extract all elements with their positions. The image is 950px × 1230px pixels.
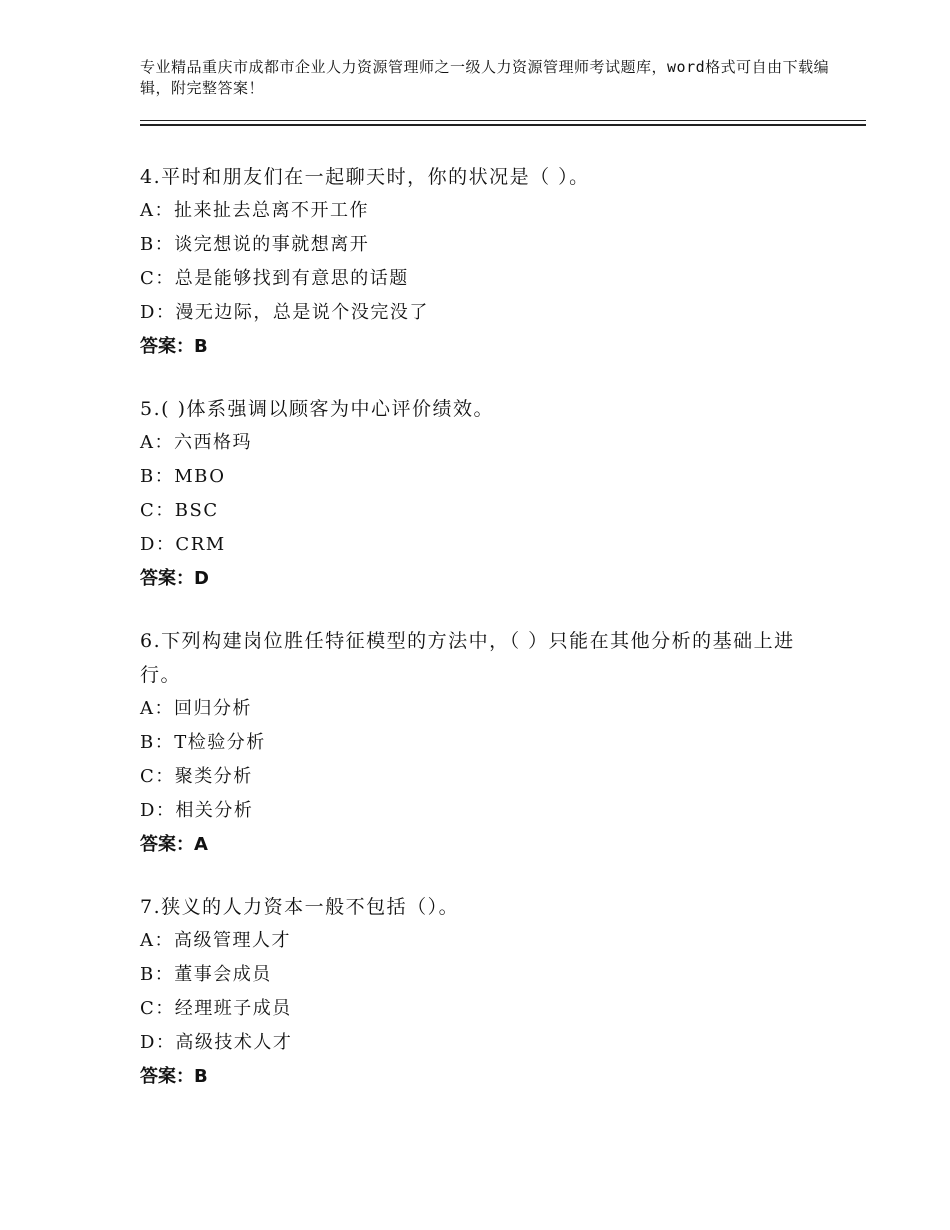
question-6 <box>140 624 830 862</box>
document-header <box>140 57 830 99</box>
option-d: D：漫无边际，总是说个没完没了 <box>140 302 429 323</box>
option-d: D：高级技术人才 <box>140 1032 293 1053</box>
answer-label: 答案：A <box>140 834 208 855</box>
option-a: A：扯来扯去总离不开工作 <box>140 200 369 221</box>
question-5 <box>140 392 830 596</box>
option-c: C：聚类分析 <box>140 766 253 787</box>
header-title: 专业精品重庆市成都市企业人力资源管理师之一级人力资源管理师考试题库，word格式可自由下载编辑，附完整答案！ <box>140 58 830 97</box>
option-b: B：谈完想说的事就想离开 <box>140 234 370 255</box>
header-divider-thin <box>140 120 866 121</box>
option-c: C：BSC <box>140 500 219 521</box>
option-b: B：董事会成员 <box>140 964 272 985</box>
question-stem: 5.( )体系强调以顾客为中心评价绩效。 <box>140 398 494 420</box>
header-divider-thick <box>140 124 866 126</box>
option-a: A：回归分析 <box>140 698 252 719</box>
option-a: A：六西格玛 <box>140 432 252 453</box>
option-d: D：CRM <box>140 534 226 555</box>
question-list <box>140 160 830 1122</box>
question-4 <box>140 160 830 364</box>
answer-label: 答案：B <box>140 336 208 357</box>
question-stem: 4.平时和朋友们在一起聊天时，你的状况是（ ）。 <box>140 166 590 188</box>
option-b: B：T检验分析 <box>140 732 266 753</box>
answer-label: 答案：D <box>140 568 209 589</box>
question-7 <box>140 890 830 1094</box>
question-stem: 6.下列构建岗位胜任特征模型的方法中，（ ）只能在其他分析的基础上进行。 <box>140 630 795 686</box>
answer-label: 答案：B <box>140 1066 208 1087</box>
question-stem: 7.狭义的人力资本一般不包括（）。 <box>140 896 460 918</box>
option-d: D：相关分析 <box>140 800 254 821</box>
option-c: C：经理班子成员 <box>140 998 292 1019</box>
option-c: C：总是能够找到有意思的话题 <box>140 268 409 289</box>
option-b: B：MBO <box>140 466 226 487</box>
option-a: A：高级管理人才 <box>140 930 291 951</box>
